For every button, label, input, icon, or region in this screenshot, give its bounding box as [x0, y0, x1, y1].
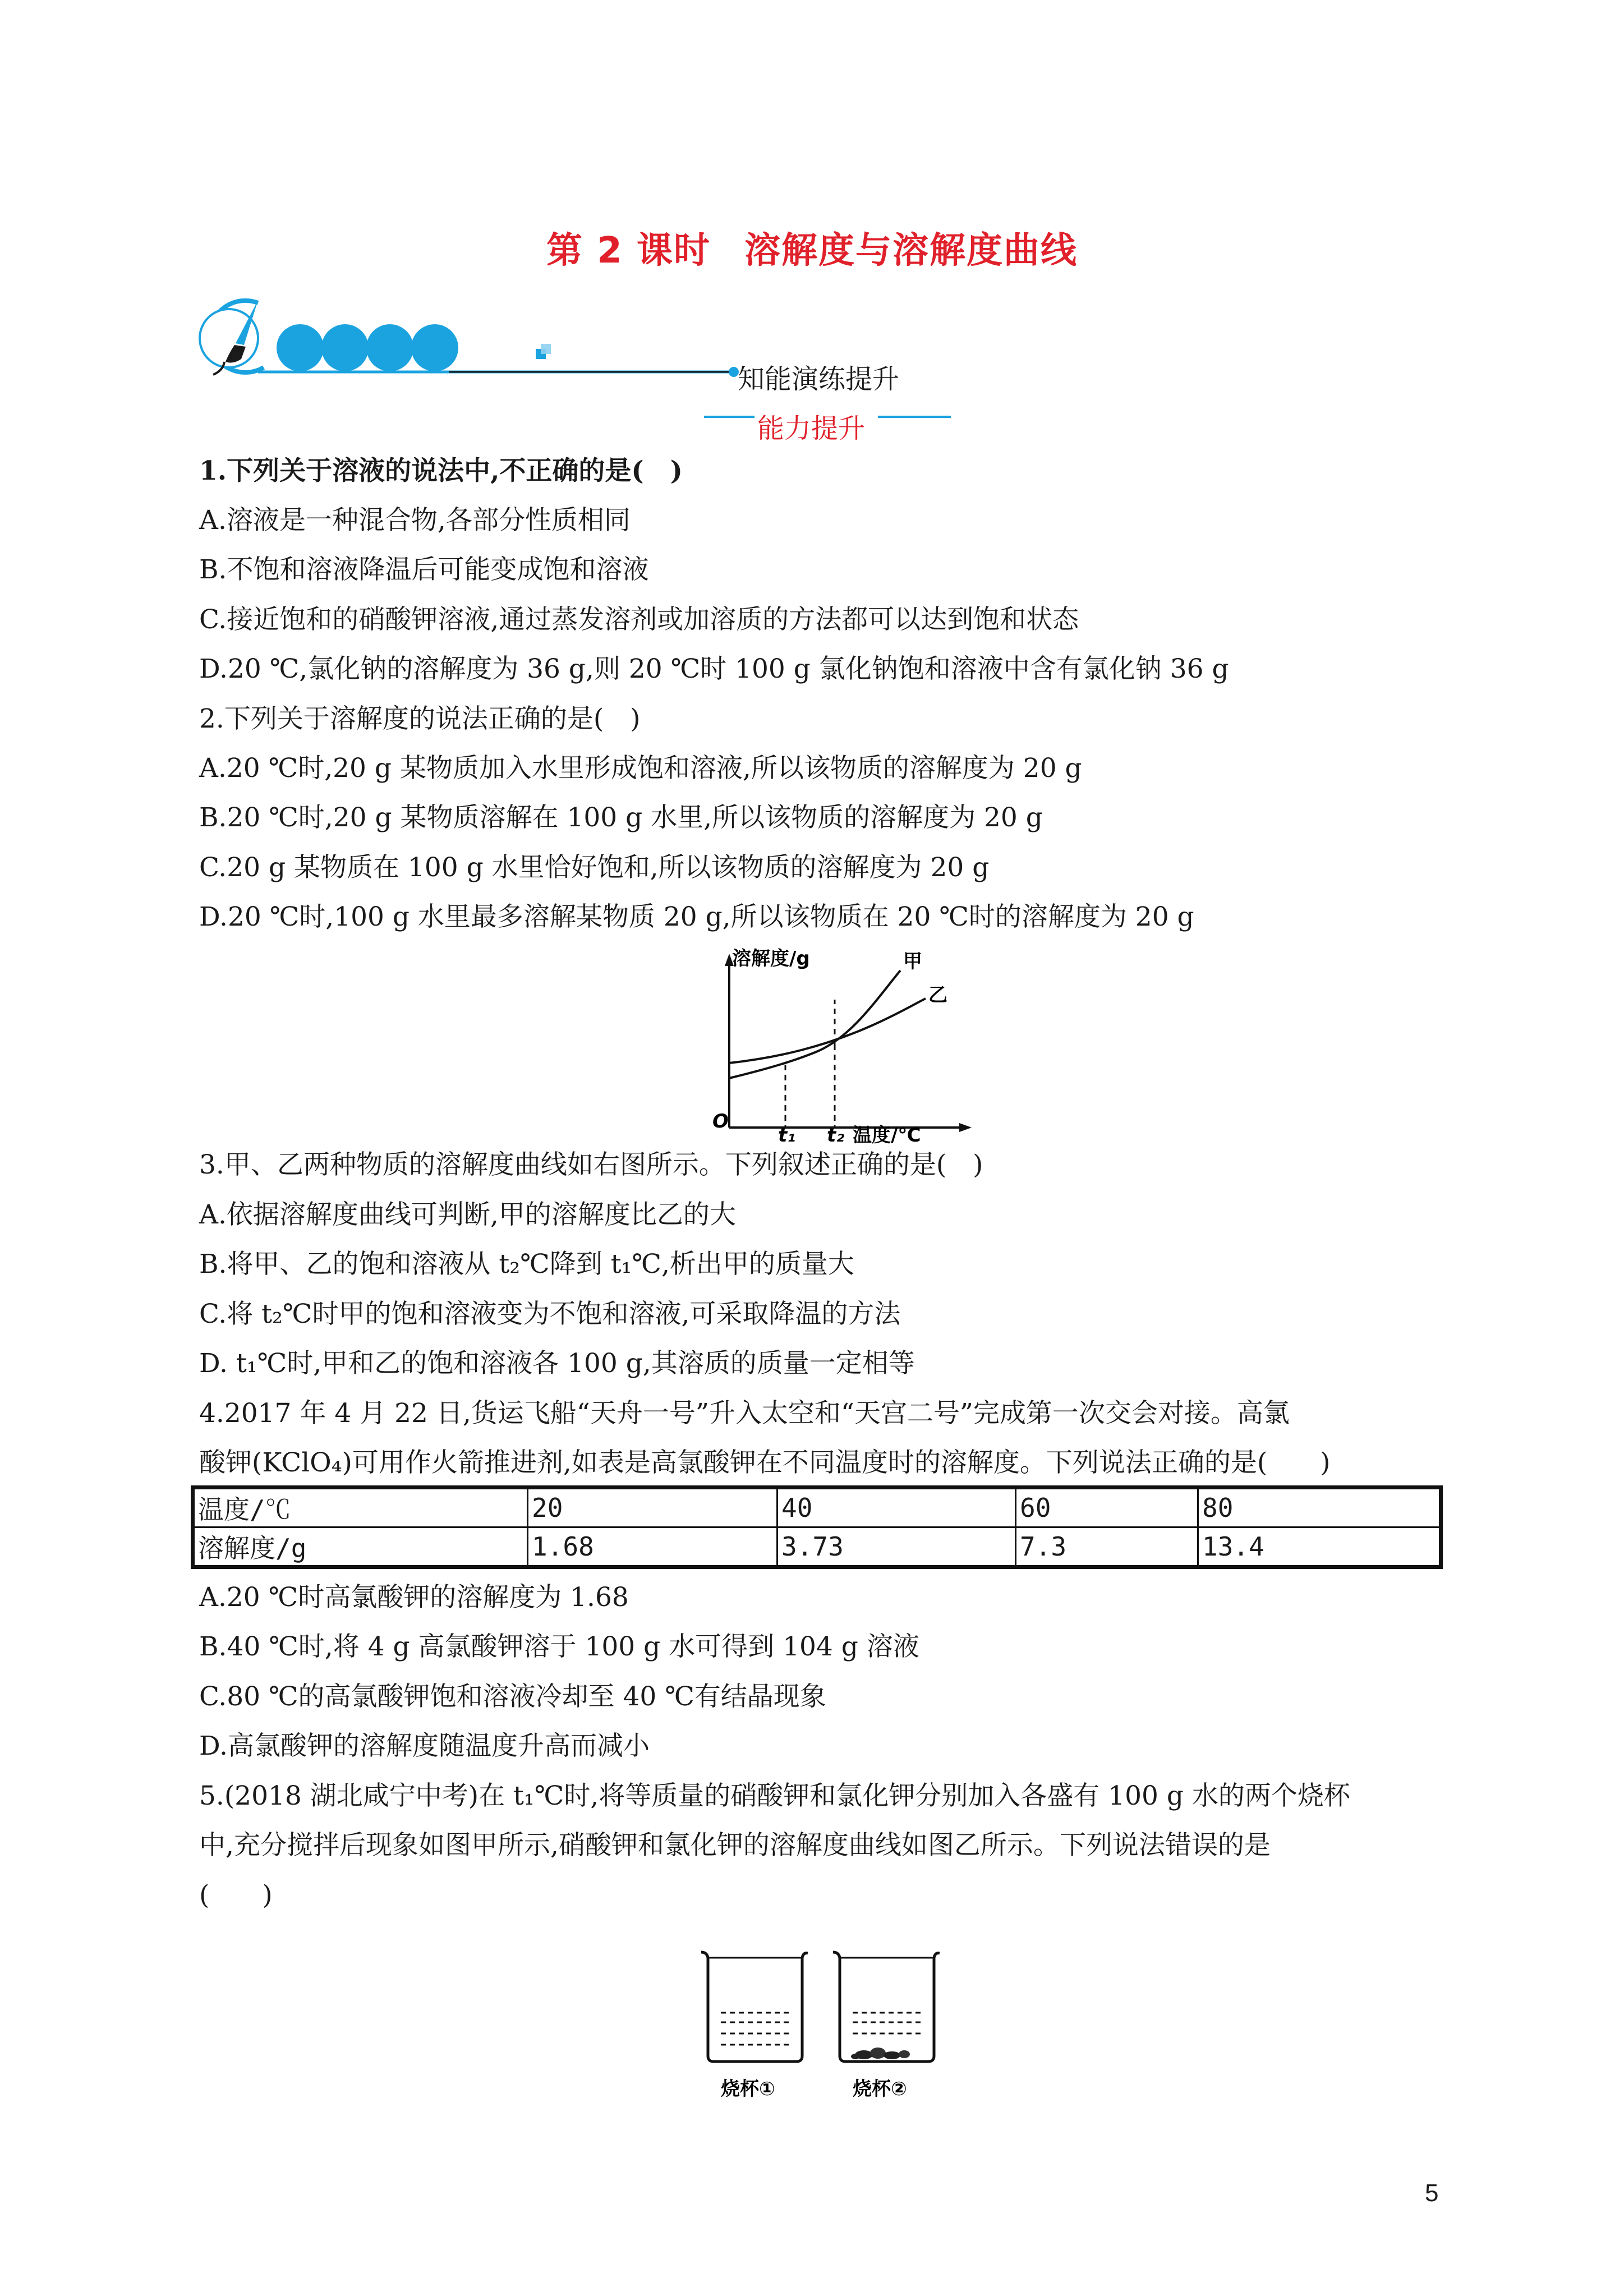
- q4-option-a: A.20 ℃时高氯酸钾的溶解度为 1.68: [199, 1582, 629, 1613]
- beakers-figure: [696, 1947, 954, 2109]
- page-title: [0, 222, 1624, 273]
- tick-t1: t₁: [778, 1124, 796, 1147]
- table-cell: 40: [778, 1488, 1016, 1527]
- q2-option-a: A.20 ℃时,20 g 某物质加入水里形成饱和溶液,所以该物质的溶解度为 20 g: [199, 753, 1082, 784]
- q2-stem: 2.下列关于溶解度的说法正确的是( ): [199, 703, 641, 734]
- brush-icon: [200, 300, 264, 375]
- y-axis-label: 溶解度/g: [732, 948, 810, 970]
- q5-stem-line2: 中,充分搅拌后现象如图甲所示,硝酸钾和氯化钾的溶解度曲线如图乙所示。下列说法错误的是: [199, 1830, 1271, 1861]
- series-label-jia: 甲: [903, 950, 922, 973]
- q3-option-b: B.将甲、乙的饱和溶液从 t₂℃降到 t₁℃,析出甲的质量大: [199, 1249, 854, 1280]
- q1-option-c: C.接近饱和的硝酸钾溶液,通过蒸发溶剂或加溶质的方法都可以达到饱和状态: [199, 604, 1079, 635]
- table-row: [193, 1527, 1441, 1567]
- q2-option-c: C.20 g 某物质在 100 g 水里恰好饱和,所以该物质的溶解度为 20 g: [199, 852, 990, 883]
- q5-stem-line1: 5.(2018 湖北咸宁中考)在 t₁℃时,将等质量的硝酸钾和氯化钾分别加入各盛有 100 g 水的两个烧杯: [199, 1780, 1350, 1811]
- series-label-yi: 乙: [928, 984, 947, 1006]
- beaker-1-label: 烧杯①: [721, 2078, 775, 2100]
- undissolved-solid: [851, 2047, 910, 2059]
- solubility-table: [191, 1485, 1443, 1569]
- q3-option-d: D. t₁℃时,甲和乙的饱和溶液各 100 g,其溶质的质量一定相等: [199, 1348, 915, 1379]
- q4-stem-line2: 酸钾(KClO₄)可用作火箭推进剂,如表是高氯酸钾在不同温度时的溶解度。下列说法正确的是( ): [199, 1447, 1331, 1478]
- q5-stem-line3: ( ): [199, 1880, 273, 1911]
- origin-label: O: [712, 1110, 729, 1133]
- table-row: [193, 1488, 1441, 1527]
- q1-option-d: D.20 ℃,氯化钠的溶解度为 36 g,则 20 ℃时 100 g 氯化钠饱和溶液中含有氯化钠 36 g: [199, 654, 1229, 684]
- section-heading: 知能演练提升: [738, 364, 900, 395]
- title-lesson: 第 2 课时: [546, 230, 711, 272]
- section-subheading: 能力提升: [757, 413, 866, 444]
- table-cell: 温度/℃: [193, 1488, 528, 1527]
- q4-option-d: D.高氯酸钾的溶解度随温度升高而减小: [199, 1731, 650, 1761]
- title-topic: 溶解度与溶解度曲线: [744, 230, 1078, 272]
- table-cell: 20: [528, 1488, 778, 1527]
- q2-option-b: B.20 ℃时,20 g 某物质溶解在 100 g 水里,所以该物质的溶解度为 20 g: [199, 802, 1043, 833]
- q3-option-a: A.依据溶解度曲线可判断,甲的溶解度比乙的大: [199, 1199, 736, 1230]
- beaker-2-label: 烧杯②: [853, 2078, 907, 2100]
- table-cell: 80: [1198, 1488, 1441, 1527]
- table-cell: 13.4: [1198, 1527, 1441, 1567]
- x-axis-arrow: [959, 1123, 972, 1132]
- table-cell: 7.3: [1016, 1527, 1198, 1567]
- q1-option-b: B.不饱和溶液降温后可能变成饱和溶液: [199, 554, 649, 585]
- q4-option-b: B.40 ℃时,将 4 g 高氯酸钾溶于 100 g 水可得到 104 g 溶液: [199, 1631, 919, 1662]
- q3-stem: 3.甲、乙两种物质的溶解度曲线如右图所示。下列叙述正确的是( ): [199, 1149, 983, 1180]
- page-number: 5: [1425, 2179, 1439, 2207]
- double-square-icon: [536, 344, 551, 359]
- beaker-1: [701, 1952, 808, 2062]
- beaker-2: [833, 1952, 940, 2062]
- tick-t2: t₂: [827, 1124, 845, 1147]
- table-cell: 3.73: [778, 1527, 1016, 1567]
- table-cell: 溶解度/g: [193, 1527, 528, 1567]
- q3-option-c: C.将 t₂℃时甲的饱和溶液变为不饱和溶液,可采取降温的方法: [199, 1299, 901, 1329]
- q1-stem: 1.下列关于溶液的说法中,不正确的是( ): [199, 455, 683, 486]
- series-line-yi: [729, 999, 926, 1063]
- table-cell: 1.68: [528, 1527, 778, 1567]
- solubility-chart: [701, 948, 993, 1150]
- x-axis-label: 温度/℃: [853, 1124, 921, 1147]
- table-cell: 60: [1016, 1488, 1198, 1527]
- q4-option-c: C.80 ℃的高氯酸钾饱和溶液冷却至 40 ℃有结晶现象: [199, 1681, 826, 1712]
- q1-option-a: A.溶液是一种混合物,各部分性质相同: [199, 505, 631, 536]
- q2-option-d: D.20 ℃时,100 g 水里最多溶解某物质 20 g,所以该物质在 20 ℃时的溶解度为 20 g: [199, 901, 1194, 932]
- q4-stem-line1: 4.2017 年 4 月 22 日,货运飞船“天舟一号”升入太空和“天宫二号”完成第一次交会对接。高氯: [199, 1398, 1290, 1429]
